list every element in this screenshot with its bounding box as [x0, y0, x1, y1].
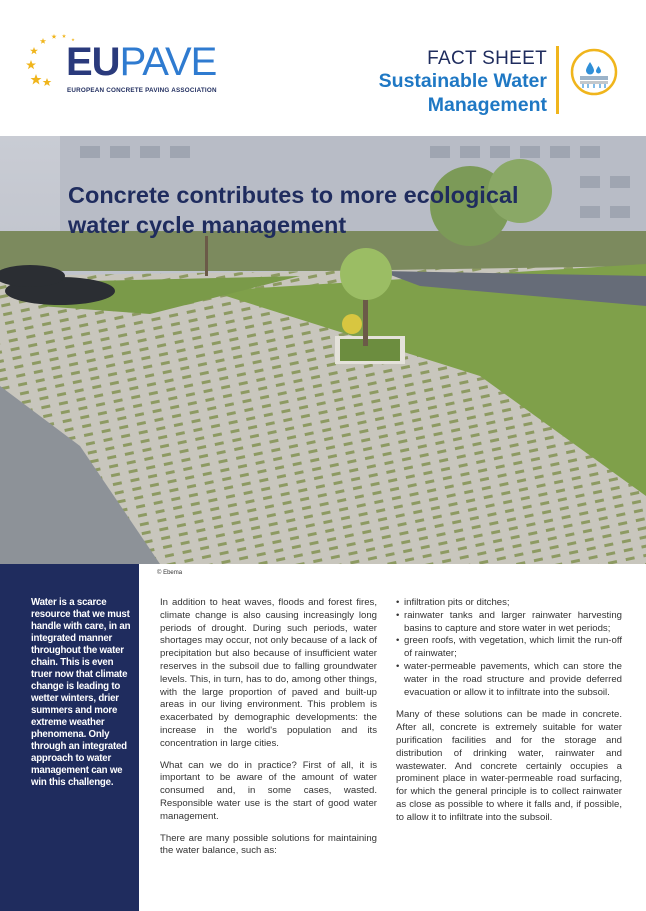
hero-title: Concrete contributes to more ecological water cycle management [68, 182, 519, 238]
fact-sheet-label: FACT SHEET [427, 48, 547, 69]
paragraph: In addition to heat waves, floods and forest fires, climate change is also causing increasingly long periods of drought. During such periods, water shortages may occur, not only because of a lack of precipitation but also because of insufficient water reserves in the subsoil due to falling groundwater levels. This, in turn, has to do, among other things, with the large proportion of paved and built-up areas in our living environment. This problem is exacerbated by demographic developments: the increase in the world's population and its concentration in large cities. [160, 597, 377, 749]
list-item: • water-permeable pavements, which can store the water in the road structure and provide deferred evacuation or allow it to infiltrate into the subsoil. [396, 661, 622, 699]
paragraph: There are many possible solutions for maintaining the water balance, such as: [160, 832, 377, 857]
body-column-1 [160, 597, 377, 867]
water-drop-icon [570, 48, 618, 96]
hero-photo [0, 136, 646, 564]
photo-credit: © Ebema [157, 570, 183, 576]
logo-eu: EU [66, 40, 120, 84]
paragraph: Many of these solutions can be made in concrete. After all, concrete is extremely suitable for water purification facilities and for the storage and distribution of drinking water, rainwater and wastewater. And concrete certainly occupies a prominent place in water-permeable road surfacing, for which the general principle is to collect rainwater as close as possible to where it falls and, if possible, to allow it to infiltrate into the subsoil. [396, 709, 622, 823]
solutions-list [396, 597, 622, 699]
list-item: • infiltration pits or ditches; [396, 597, 622, 610]
sidebar-text: Water is a scarce resource that we must handle with care, in an integrated manner throughout the water chain. This is even truer now that climate change is leading to wetter winters, drier summers and more extreme weather phenomena. Only through an integrated approach to water management can we win this challenge. [31, 597, 131, 788]
list-item: • rainwater tanks and larger rainwater harvesting basins to capture and store water in wet periods; [396, 610, 622, 636]
paragraph: What can we do in practice? First of all, it is important to be aware of the amount of water consumed and, in some cases, wasted. Responsible water use is the start of good water management. [160, 759, 377, 822]
list-item: • green roofs, with vegetation, which limit the run-off of rainwater; [396, 635, 622, 661]
logo-subtitle: EUROPEAN CONCRETE PAVING ASSOCIATION [67, 87, 217, 94]
fact-sheet-title: Sustainable Water Management [378, 70, 547, 116]
logo-wordmark [66, 42, 216, 82]
body-column-2 [396, 597, 622, 834]
eupave-logo [22, 30, 232, 100]
header [0, 0, 646, 136]
sidebar-callout [0, 564, 139, 911]
logo-pave: PAVE [119, 40, 217, 84]
yellow-divider [556, 46, 559, 114]
